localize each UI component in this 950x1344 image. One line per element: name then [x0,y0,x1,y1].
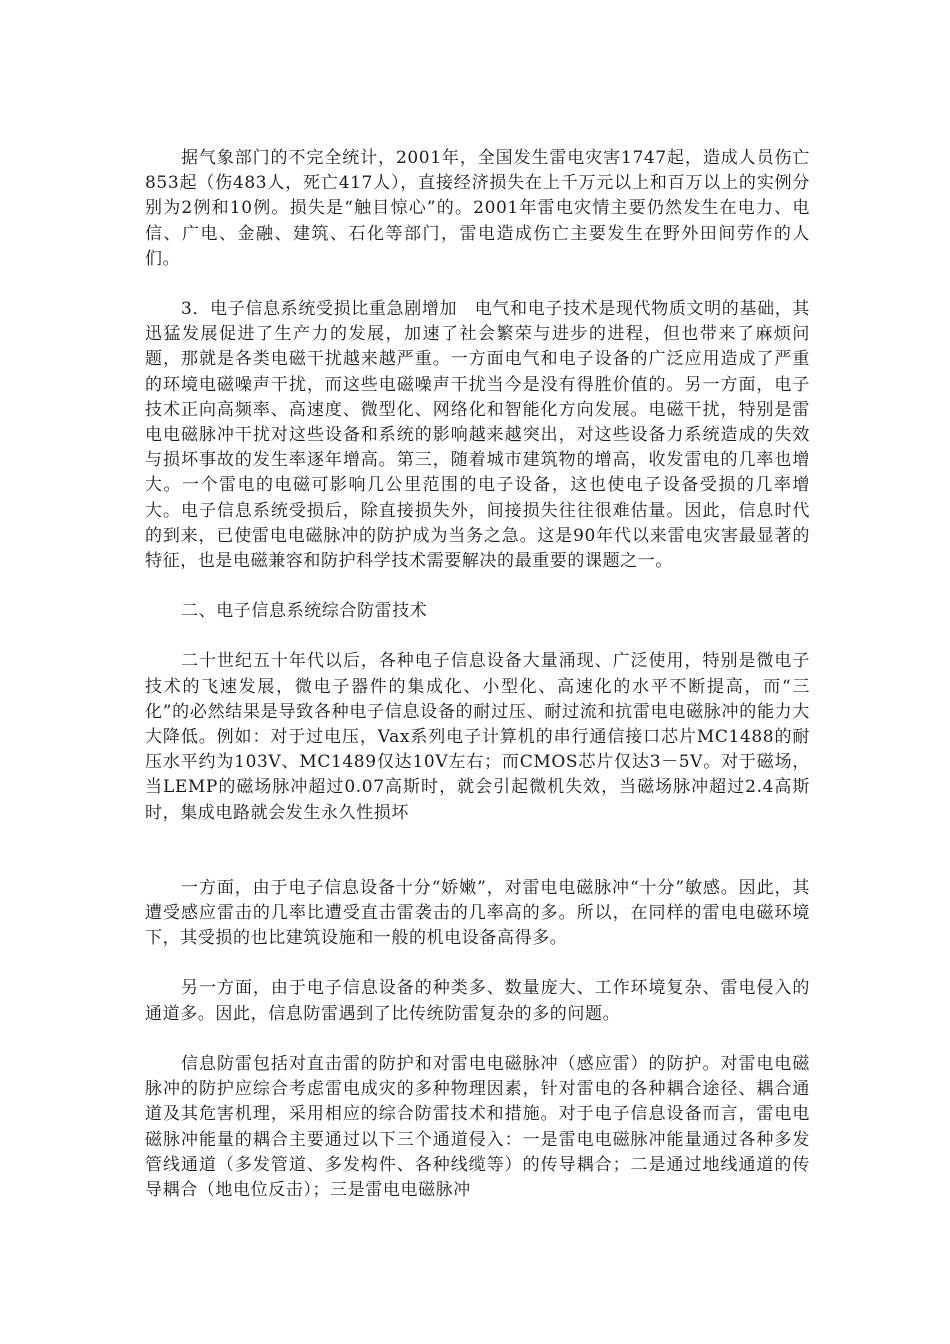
paragraph-electronic-damage: 3．电子信息系统受损比重急剧增加 电气和电子技术是现代物质文明的基础，其迅猛发展促进了生产力的发展，加速了社会繁荣与进步的进程，但也带来了麻烦问题，那就是各类电磁干扰越来越严重。一方面电气和电子设备的广泛应用造成了严重的环境电磁噪声干扰，而这些电磁噪声干扰当今是没有得胜价值的。另一方面，电子技术正向高频率、高速度、微型化、网络化和智能化方向发展。电磁干扰，特别是雷电电磁脉冲干扰对这些设备和系统的影响越来越突出，对这些设备力系统造成的失效与损坏事故的发生率逐年增高。第三，随着城市建筑物的增高，收发雷电的几率也增大。一个雷电的电磁可影响几公里范围的电子设备，这也使电子设备受损的几率增大。电子信息系统受损后，除直接损失外，间接损失往往很难估量。因此，信息时代的到来，已使雷电电磁脉冲的防护成为当务之急。这是90年代以来雷电灾害最显著的特征，也是电磁兼容和防护科学技术需要解决的最重要的课题之一。 [145,299,810,572]
paragraph-protection: 信息防雷包括对直击雷的防护和对雷电电磁脉冲（感应雷）的防护。对雷电电磁脉冲的防护应综合考虑雷电成灾的多种物理因素，针对雷电的各种耦合途径、耦合通道及其危害机理，采用相应的综合防雷技术和措施。对于电子信息设备而言，雷电电磁脉冲能量的耦合主要通过以下三个通道侵入：一是雷电电磁脉冲能量通过各种多发管线通道（多发管道、多发构件、各种线缆等）的传导耦合；二是通过地线通道的传导耦合（地电位反击）；三是雷电电磁脉冲 [145,1053,810,1200]
paragraph-sensitivity: 一方面，由于电子信息设备十分“娇嫩”，对雷电电磁脉冲“十分”敏感。因此，其遭受感应雷击的几率比遭受直击雷袭击的几率高的多。所以，在同样的雷电电磁环境下，其受损的也比建筑设施和一般的机电设备高得多。 [145,877,810,949]
paragraph-gap [145,272,810,297]
section-heading: 二、电子信息系统综合防雷技术 [181,601,428,622]
paragraph-complexity: 另一方面，由于电子信息设备的种类多、数量庞大、工作环境复杂、雷电侵入的通道多。因此，信息防雷遇到了比传统防雷复杂的多的问题。 [145,978,810,1024]
document-body [145,146,810,1203]
paragraph-gap [145,624,810,649]
paragraph-gap [145,574,810,599]
paragraph-gap [145,826,810,876]
paragraph-gap [145,1027,810,1052]
paragraph-lightning-statistics: 据气象部门的不完全统计，2001年，全国发生雷电灾害1747起，造成人员伤亡853起（伤483人，死亡417人），直接经济损失在上千万元以上和百万以上的实例分别为2例和10例。损失是“触目惊心”的。2001年雷电灾情主要仍然发生在电力、电信、广电、金融、建筑、石化等部门，雷电造成伤亡主要发生在野外田间劳作的人们。 [145,148,810,269]
paragraph-microelectronics: 二十世纪五十年代以后，各种电子信息设备大量涌现、广泛使用，特别是微电子技术的飞速发展，微电子器件的集成化、小型化、高速化的水平不断提高，而“三化”的必然结果是导致各种电子信息设备的耐过压、耐过流和抗雷电电磁脉冲的能力大大降低。例如：对于过电压，Vax系列电子计算机的串行通信接口芯片MC1488的耐压水平约为103V、MC1489仅达10V左右；而CMOS芯片仅达3－5V。对于磁场，当LEMP的磁场脉冲超过0.07高斯时，就会引起微机失效，当磁场脉冲超过2.4高斯时，集成电路就会发生永久性损坏 [145,651,810,823]
paragraph-gap [145,951,810,976]
